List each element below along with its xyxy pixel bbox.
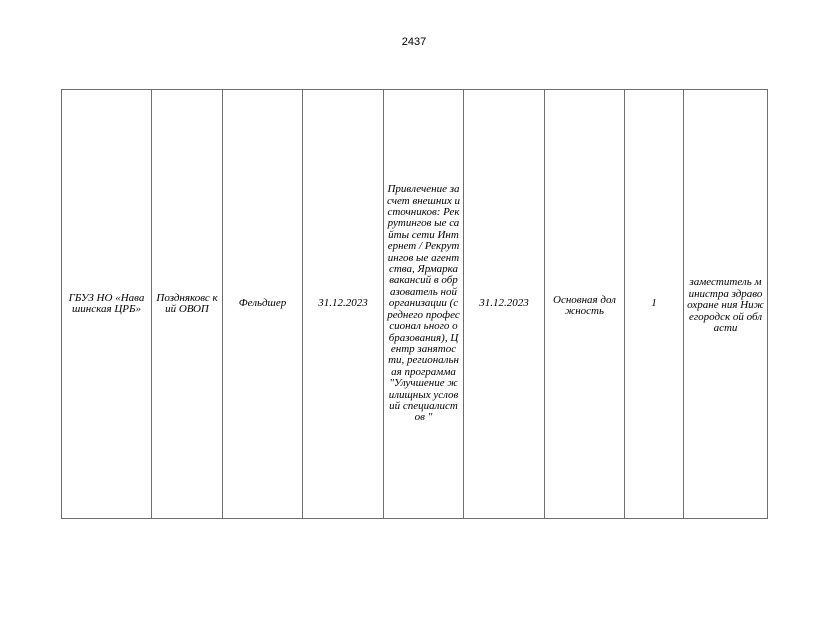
date-text-1: 31.12.2023 [318, 297, 368, 310]
count-cell [625, 90, 684, 519]
position-type-cell [545, 90, 625, 519]
staffing-table [61, 89, 768, 519]
unit-text: Поздняковс кий ОВОП [156, 291, 218, 315]
date-cell-1 [303, 90, 384, 519]
position-text: Фельдшер [238, 297, 287, 310]
institution-text: ГБУЗ НО «Навашинская ЦРБ» [68, 291, 145, 315]
count-text: 1 [651, 297, 657, 310]
position-cell [223, 90, 303, 519]
recruitment-source-text: Привлечение за счет внешних источников: Рекрутингов ые сайты сети Интернет / Рекрутингов ые агентства, Ярмарка вакансий в образователь ной организации (среднего профессионал ьного образования), Центр занятости, региональная программа "Улучшение жилищных условий специалистов " [387, 183, 460, 424]
table-row [62, 90, 768, 519]
unit-cell [152, 90, 223, 519]
date-cell-2 [464, 90, 545, 519]
responsible-text: заместитель министра здравоохране ния Нижегородск ой области [687, 276, 764, 335]
recruitment-source-cell [384, 90, 464, 519]
responsible-cell [684, 90, 768, 519]
institution-cell [62, 90, 152, 519]
page-number: 2437 [401, 36, 427, 48]
position-type-text: Основная должность [553, 293, 616, 317]
date-text-2: 31.12.2023 [479, 297, 529, 310]
